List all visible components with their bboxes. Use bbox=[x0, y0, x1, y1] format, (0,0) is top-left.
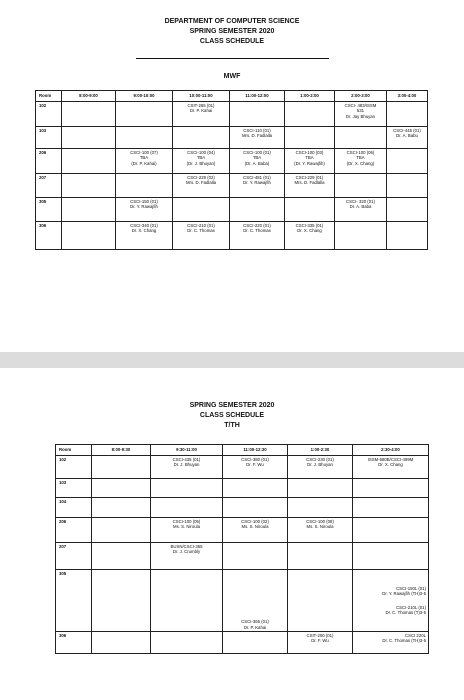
course-code: CSCI-210L (01) bbox=[396, 604, 426, 610]
schedule-cell bbox=[285, 222, 335, 250]
course-entry bbox=[353, 456, 428, 468]
course-entry bbox=[173, 222, 229, 234]
room-number: 206 bbox=[36, 149, 62, 174]
schedule-cell bbox=[288, 543, 353, 570]
course-instructor: Dr. C. Thomas bbox=[187, 228, 215, 234]
column-header: Room bbox=[56, 445, 92, 456]
room-number: 103 bbox=[36, 127, 62, 149]
course-instructor: (Dr. X. Chang) bbox=[346, 160, 375, 166]
schedule-cell bbox=[173, 149, 230, 174]
course-instructor: TBA bbox=[196, 155, 206, 161]
schedule-cell bbox=[151, 518, 223, 543]
schedule-cell bbox=[151, 570, 223, 632]
schedule-cell bbox=[353, 632, 429, 654]
schedule-cell bbox=[230, 222, 285, 250]
course-entry bbox=[223, 518, 287, 530]
course-instructor: Dr. X. Chang bbox=[378, 462, 403, 468]
schedule-cell bbox=[223, 632, 288, 654]
schedule-cell bbox=[173, 222, 230, 250]
schedule-cell bbox=[230, 198, 285, 222]
course-code: CSCI- 320 (01) bbox=[346, 199, 375, 204]
schedule-cell bbox=[387, 222, 428, 250]
schedule-cell bbox=[335, 174, 387, 198]
schedule-cell bbox=[62, 198, 116, 222]
course-instructor: Dr. J. Crumbly bbox=[172, 549, 201, 555]
table-row bbox=[36, 222, 428, 250]
schedule-cell bbox=[288, 479, 353, 498]
column-header: 11:00-12:00 bbox=[230, 91, 285, 102]
schedule-cell bbox=[151, 498, 223, 518]
course-instructor: Dr. Jay Bhuyan bbox=[345, 113, 376, 119]
course-instructor: Dr. X. Chang bbox=[297, 228, 322, 234]
course-entry bbox=[288, 632, 352, 644]
course-instructor: (Dr. P. Kahai) bbox=[131, 160, 157, 166]
table-row bbox=[56, 518, 429, 543]
schedule-cell bbox=[285, 198, 335, 222]
schedule-cell bbox=[173, 198, 230, 222]
schedule-cell bbox=[92, 479, 151, 498]
schedule-cell bbox=[387, 198, 428, 222]
schedule-cell bbox=[116, 198, 173, 222]
course-code: CSCI-210 (01) bbox=[187, 223, 215, 228]
room-number: 305 bbox=[36, 198, 62, 222]
room-number: 207 bbox=[56, 543, 92, 570]
schedule-cell bbox=[335, 102, 387, 127]
course-instructor: TBA bbox=[356, 155, 365, 161]
table-row bbox=[56, 479, 429, 498]
schedule-cell bbox=[335, 198, 387, 222]
schedule-cell bbox=[230, 149, 285, 174]
course-code: CSCI-100 (04) bbox=[187, 150, 215, 155]
table-header-row bbox=[56, 445, 429, 456]
course-instructor: TBA bbox=[305, 155, 314, 161]
column-header: 2:30-4:00 bbox=[353, 445, 429, 456]
schedule-title: CLASS SCHEDULE bbox=[199, 38, 265, 45]
course-code: CSIT-200 (01) bbox=[306, 633, 334, 638]
schedule-cell bbox=[92, 518, 151, 543]
schedule-cell bbox=[288, 570, 353, 632]
course-entry bbox=[230, 222, 284, 234]
table-header-row bbox=[36, 91, 428, 102]
course-entry bbox=[335, 102, 386, 119]
schedule-cell bbox=[288, 518, 353, 543]
schedule-title: CLASS SCHEDULE bbox=[199, 412, 265, 419]
course-entry bbox=[173, 174, 229, 186]
column-header: 8:00-9:00 bbox=[62, 91, 116, 102]
schedule-cell bbox=[353, 518, 429, 543]
course-entry bbox=[151, 456, 222, 468]
course-code: CSCI-229 (02) bbox=[187, 175, 215, 180]
course-instructor: Dr. C. Thomas (T)3-5 bbox=[385, 610, 426, 616]
schedule-cell bbox=[335, 222, 387, 250]
schedule-cell bbox=[285, 127, 335, 149]
table-row bbox=[56, 498, 429, 518]
course-instructor: (Dr. Y. Rawajfih) bbox=[294, 160, 325, 166]
schedule-cell bbox=[92, 632, 151, 654]
course-entry bbox=[223, 619, 287, 631]
schedule-cell bbox=[151, 632, 223, 654]
column-header: Room bbox=[36, 91, 62, 102]
course-instructor: Dr. J. Bhuyan bbox=[307, 462, 333, 468]
course-code: CSIT-265 (01) bbox=[187, 103, 215, 108]
course-entry bbox=[353, 586, 428, 597]
schedule-cell bbox=[92, 456, 151, 479]
table-row bbox=[56, 632, 429, 654]
schedule-cell bbox=[62, 149, 116, 174]
schedule-cell bbox=[285, 149, 335, 174]
schedule-cell bbox=[173, 127, 230, 149]
course-code: CSCI-100 (07) bbox=[130, 150, 158, 155]
course-code: CSCI- 483/ISSM bbox=[344, 103, 377, 108]
schedule-cell bbox=[116, 222, 173, 250]
course-instructor: Ms. S. Niroula bbox=[306, 524, 334, 530]
course-instructor: Mrs. D. Fadlalla bbox=[294, 180, 325, 186]
course-entry bbox=[335, 198, 386, 210]
semester-title: SPRING SEMESTER 2020 bbox=[189, 28, 275, 35]
schedule-cell bbox=[335, 149, 387, 174]
schedule-cell bbox=[353, 543, 429, 570]
course-entry bbox=[173, 102, 229, 114]
course-code: CSCI-100 (05) bbox=[172, 519, 201, 524]
section-label-tth: T/TH bbox=[224, 422, 240, 429]
course-entry bbox=[353, 605, 428, 616]
room-number: 104 bbox=[56, 498, 92, 518]
course-entry bbox=[116, 149, 172, 166]
course-code: CSCI-365 (01) bbox=[241, 619, 269, 625]
course-instructor: Dr. A. Babu bbox=[396, 133, 418, 139]
course-instructor: TBA bbox=[139, 155, 149, 161]
schedule-cell bbox=[335, 127, 387, 149]
course-instructor: Ms. S. Niroula bbox=[241, 524, 269, 530]
schedule-cell bbox=[62, 102, 116, 127]
course-instructor: Dr. P. Kahai bbox=[189, 108, 213, 114]
schedule-cell bbox=[92, 498, 151, 518]
column-header: 11:00-12:30 bbox=[223, 445, 288, 456]
course-entry bbox=[335, 149, 386, 166]
schedule-cell bbox=[116, 102, 173, 127]
room-number: 207 bbox=[36, 174, 62, 198]
schedule-cell bbox=[173, 174, 230, 198]
schedule-cell bbox=[173, 102, 230, 127]
course-code: CSCI-150L (01) bbox=[396, 586, 426, 591]
schedule-cell bbox=[116, 149, 173, 174]
schedule-cell bbox=[353, 498, 429, 518]
course-code: CSCI-335 (01) bbox=[295, 223, 324, 228]
column-header: 3:00-4:00 bbox=[387, 91, 428, 102]
schedule-cell bbox=[288, 498, 353, 518]
course-code: CSCI-229 (01) bbox=[295, 175, 324, 180]
schedule-cell bbox=[353, 456, 429, 479]
schedule-cell bbox=[230, 127, 285, 149]
course-code: CSCI-380 (01) bbox=[241, 457, 269, 462]
schedule-cell bbox=[223, 479, 288, 498]
room-number: 206 bbox=[56, 518, 92, 543]
course-instructor: Dr. J. Bhuyan bbox=[173, 462, 200, 468]
course-entry bbox=[151, 543, 222, 555]
schedule-cell bbox=[288, 632, 353, 654]
table-row bbox=[36, 198, 428, 222]
table-row bbox=[56, 570, 429, 632]
course-entry bbox=[230, 127, 284, 139]
course-instructor: Dr. Y. Rawajfih bbox=[243, 180, 271, 186]
course-instructor: TBA bbox=[252, 155, 262, 161]
schedule-cell bbox=[116, 127, 173, 149]
schedule-cell bbox=[387, 149, 428, 174]
column-header: 8:00-9:30 bbox=[92, 445, 151, 456]
schedule-page-tth bbox=[0, 368, 464, 700]
table-row bbox=[36, 127, 428, 149]
course-entry bbox=[116, 198, 172, 210]
course-code: CSCI-100 (03) bbox=[295, 150, 324, 155]
course-code: CSCI-100 (01) bbox=[243, 150, 271, 155]
schedule-cell bbox=[387, 174, 428, 198]
department-title: DEPARTMENT OF COMPUTER SCIENCE bbox=[164, 18, 300, 25]
course-instructor: Dr. C. Thomas (TH)3-5 bbox=[382, 638, 426, 644]
room-number: 102 bbox=[56, 456, 92, 479]
column-header: 10:00-11:00 bbox=[173, 91, 230, 102]
course-code: CSCI-100 (06) bbox=[346, 150, 375, 155]
course-code: CSCI-340 (01) bbox=[130, 223, 158, 228]
course-code: CSCI-445 (01) bbox=[393, 128, 421, 133]
room-number: 306 bbox=[56, 632, 92, 654]
table-row bbox=[36, 174, 428, 198]
course-instructor: Dr. A. Baba bbox=[349, 204, 372, 210]
course-instructor: Dr. Y. Rawajfih (TH)3-5 bbox=[382, 591, 426, 597]
schedule-cell bbox=[62, 174, 116, 198]
course-entry bbox=[288, 456, 352, 468]
course-code: CSCI 220L bbox=[404, 633, 426, 638]
course-instructor: 531 bbox=[356, 108, 365, 114]
schedule-cell bbox=[230, 102, 285, 127]
course-entry bbox=[285, 174, 334, 186]
section-label-mwf: MWF bbox=[223, 73, 241, 80]
column-header: 2:00-3:00 bbox=[335, 91, 387, 102]
table-row bbox=[56, 543, 429, 570]
course-code: CSCI-100 (08) bbox=[306, 519, 334, 524]
course-instructor: Dr. X. Chang bbox=[131, 228, 157, 234]
schedule-cell bbox=[151, 543, 223, 570]
schedule-cell bbox=[62, 222, 116, 250]
schedule-cell bbox=[353, 570, 429, 632]
schedule-cell bbox=[62, 127, 116, 149]
schedule-cell bbox=[387, 127, 428, 149]
schedule-cell bbox=[151, 479, 223, 498]
course-entry bbox=[173, 149, 229, 166]
schedule-cell bbox=[92, 570, 151, 632]
course-instructor: Dr. P. Kahai bbox=[243, 624, 267, 630]
room-number: 103 bbox=[56, 479, 92, 498]
course-code: ISSM-580B/CSCI-499M bbox=[367, 457, 414, 462]
course-entry bbox=[230, 174, 284, 186]
course-entry bbox=[151, 518, 222, 530]
course-code: CSCI-435 (01) bbox=[172, 457, 201, 462]
course-instructor: Dr. F. Wu bbox=[246, 462, 264, 468]
course-code: CSCI-150 (01) bbox=[130, 199, 158, 204]
schedule-cell bbox=[223, 518, 288, 543]
course-code: CSCI-230 (01) bbox=[306, 457, 334, 462]
room-number: 102 bbox=[36, 102, 62, 127]
course-instructor: Ms. S. Niroula bbox=[173, 524, 200, 530]
column-header: 1:00-2:30 bbox=[288, 445, 353, 456]
course-entry bbox=[285, 149, 334, 166]
schedule-cell bbox=[353, 479, 429, 498]
room-number: 305 bbox=[56, 570, 92, 632]
table-row bbox=[36, 102, 428, 127]
course-code: CSCI-110 (01) bbox=[243, 128, 271, 133]
course-entry bbox=[116, 222, 172, 234]
column-header: 9:00-10:00 bbox=[116, 91, 173, 102]
course-entry bbox=[285, 222, 334, 234]
schedule-cell bbox=[230, 174, 285, 198]
semester-title: SPRING SEMESTER 2020 bbox=[189, 402, 275, 409]
course-entry bbox=[288, 518, 352, 530]
table-row bbox=[56, 456, 429, 479]
course-instructor: Dr. C. Thomas bbox=[243, 228, 271, 234]
schedule-cell bbox=[223, 570, 288, 632]
schedule-cell bbox=[223, 543, 288, 570]
course-instructor: Mrs. D. Fadlalla bbox=[185, 180, 217, 186]
table-row bbox=[36, 149, 428, 174]
course-code: BUSN/CSCI-355 bbox=[170, 544, 203, 549]
schedule-cell bbox=[92, 543, 151, 570]
course-entry bbox=[387, 127, 427, 139]
schedule-cell bbox=[285, 174, 335, 198]
course-entry bbox=[223, 456, 287, 468]
schedule-cell bbox=[116, 174, 173, 198]
course-instructor: (Dr. J. Bhuyan) bbox=[186, 160, 216, 166]
column-header: 9:30-11:00 bbox=[151, 445, 223, 456]
title-divider bbox=[136, 58, 329, 59]
schedule-cell bbox=[151, 456, 223, 479]
column-header: 1:00-2:00 bbox=[285, 91, 335, 102]
course-code: CSCI-100 (02) bbox=[241, 519, 269, 524]
course-instructor: Mrs. D. Fadlalla bbox=[241, 133, 273, 139]
tth-schedule-table bbox=[55, 444, 429, 654]
course-code: CSCI-220 (01) bbox=[243, 223, 271, 228]
course-instructor: Dr. F. Wu bbox=[311, 638, 329, 644]
course-entry bbox=[230, 149, 284, 166]
schedule-cell bbox=[387, 102, 428, 127]
course-instructor: Dr. Y. Rawajfih bbox=[130, 204, 158, 210]
course-code: CSCI-481 (01) bbox=[243, 175, 271, 180]
schedule-cell bbox=[223, 456, 288, 479]
schedule-cell bbox=[288, 456, 353, 479]
course-instructor: (Dr. A. Baba) bbox=[244, 160, 270, 166]
schedule-cell bbox=[285, 102, 335, 127]
room-number: 306 bbox=[36, 222, 62, 250]
schedule-cell bbox=[223, 498, 288, 518]
mwf-schedule-table bbox=[35, 90, 428, 250]
course-entry bbox=[353, 632, 428, 644]
